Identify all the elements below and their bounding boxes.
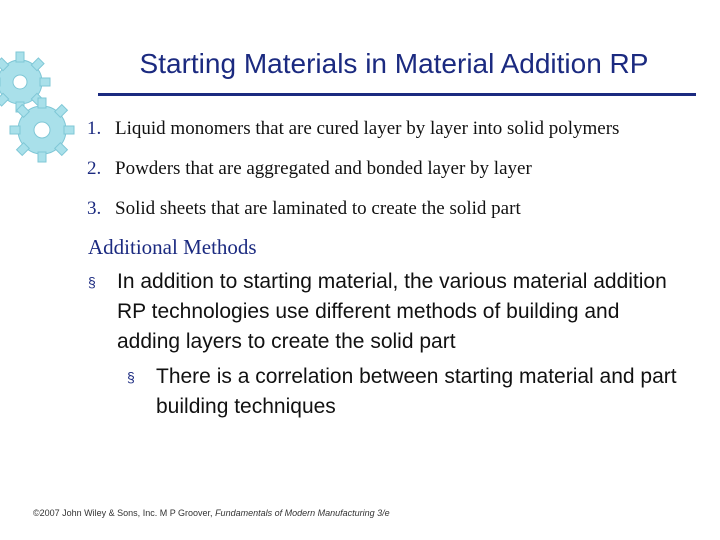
bullet-level-2	[127, 362, 707, 422]
slide-title: Starting Materials in Material Addition RP	[139, 48, 649, 79]
section-subheading: Additional Methods	[88, 235, 257, 259]
title-underline	[98, 93, 696, 96]
numbered-list	[87, 118, 717, 238]
list-item	[87, 158, 717, 198]
bullet-marker-icon: §	[88, 274, 96, 290]
bullet-text: There is a correlation between starting material and part building techniques	[156, 365, 677, 418]
bullet-level-1	[88, 267, 688, 357]
footer-book-title: Fundamentals of Modern Manufacturing 3/e	[215, 508, 390, 518]
list-item	[87, 118, 717, 158]
bullet-marker-icon: §	[127, 369, 135, 385]
gears-decoration-icon	[0, 30, 80, 170]
item-text: Liquid monomers that are cured layer by layer into solid polymers	[115, 118, 620, 139]
item-number: 3.	[87, 198, 102, 219]
footer-copyright	[33, 508, 390, 518]
item-number: 2.	[87, 158, 102, 179]
footer-prefix: ©2007 John Wiley & Sons, Inc. M P Groover,	[33, 508, 216, 518]
bullet-text: In addition to starting material, the various material addition RP technologies use different methods of building and adding layers to create the solid part	[117, 270, 667, 353]
item-number: 1.	[87, 118, 102, 139]
item-text: Powders that are aggregated and bonded layer by layer	[115, 158, 532, 179]
list-item	[87, 198, 717, 238]
item-text: Solid sheets that are laminated to create the solid part	[115, 198, 521, 219]
